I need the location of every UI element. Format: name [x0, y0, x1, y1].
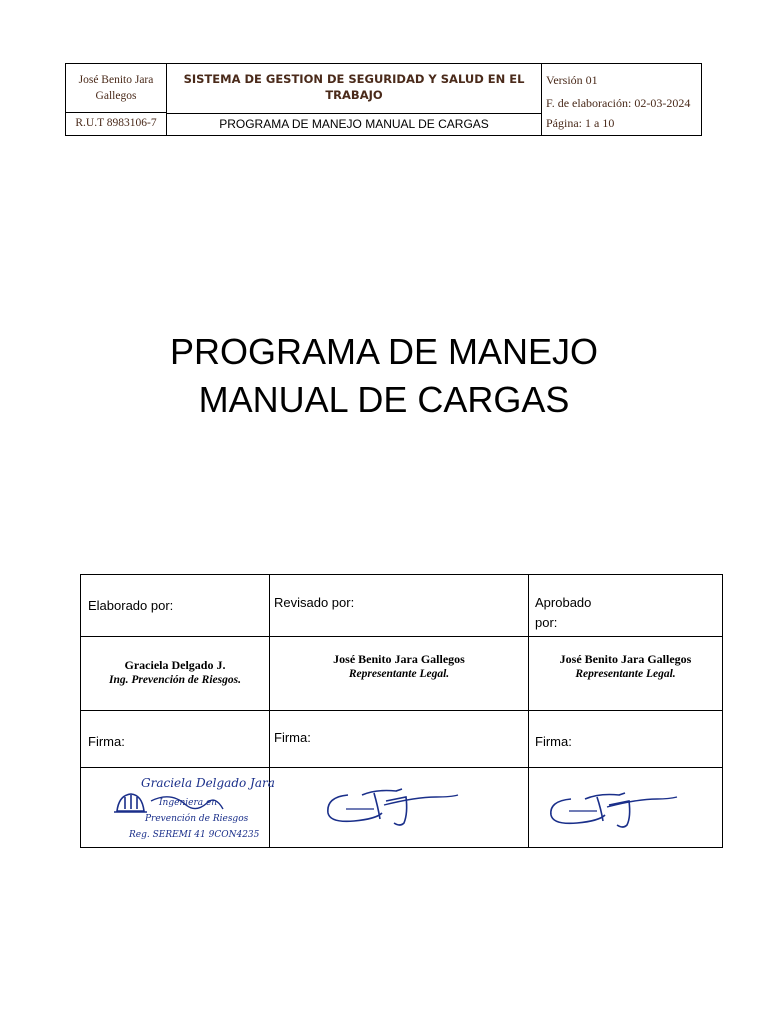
stamp-name: Graciela Delgado Jara — [141, 776, 275, 790]
elaborado-role: Ing. Prevención de Riesgos. — [109, 674, 241, 686]
aprobado-label-line1: Aprobado — [535, 595, 592, 610]
title-line-1: PROGRAMA DE MANEJO — [169, 331, 599, 372]
divider — [81, 710, 722, 711]
document-header — [65, 63, 702, 136]
header-owner-name: José Benito Jara Gallegos — [78, 74, 154, 102]
header-rut: R.U.T 8983106-7 — [75, 117, 157, 129]
title-line-2: MANUAL DE CARGAS — [198, 379, 570, 420]
firma-label-elaborado: Firma: — [88, 734, 125, 749]
revisado-name: José Benito Jara Gallegos — [333, 652, 465, 666]
divider — [269, 575, 270, 847]
stamp-line-2: Ingeniera en — [159, 798, 218, 808]
firma-label-revisado: Firma: — [274, 730, 311, 745]
aprobado-role: Representante Legal. — [575, 668, 676, 680]
revisado-signature — [316, 783, 466, 831]
divider — [528, 575, 529, 847]
aprobado-label-line2: por: — [535, 615, 558, 630]
stamp-line-4: Reg. SEREMI 41 9CON4235 — [129, 830, 260, 840]
header-version: Versión 01 — [546, 73, 598, 87]
revisado-label: Revisado por: — [274, 595, 355, 610]
header-date: F. de elaboración: 02-03-2024 — [546, 96, 691, 110]
revisado-person — [270, 652, 528, 682]
aprobado-person — [529, 652, 722, 682]
revisado-role: Representante Legal. — [348, 668, 450, 680]
aprobado-name: José Benito Jara Gallegos — [559, 652, 692, 666]
firma-label-aprobado: Firma: — [535, 734, 572, 749]
divider — [81, 636, 722, 637]
elaborado-label: Elaborado por: — [88, 598, 174, 613]
aprobado-label — [535, 593, 591, 633]
approval-table — [80, 574, 723, 848]
elaborado-stamp-signature — [111, 773, 275, 845]
aprobado-signature — [541, 787, 691, 835]
elaborado-person — [81, 658, 269, 688]
header-program-title: PROGRAMA DE MANEJO MANUAL DE CARGAS — [219, 117, 489, 131]
document-title — [0, 328, 768, 424]
stamp-line-3: Prevención de Riesgos — [145, 814, 249, 824]
hard-hat-icon — [114, 794, 147, 812]
divider — [81, 767, 722, 768]
elaborado-name: Graciela Delgado J. — [124, 658, 226, 672]
header-system-title: SISTEMA DE GESTION DE SEGURIDAD Y SALUD EN EL TRABAJO — [183, 72, 525, 102]
header-page: Página: 1 a 10 — [546, 116, 615, 130]
divider — [541, 64, 542, 135]
